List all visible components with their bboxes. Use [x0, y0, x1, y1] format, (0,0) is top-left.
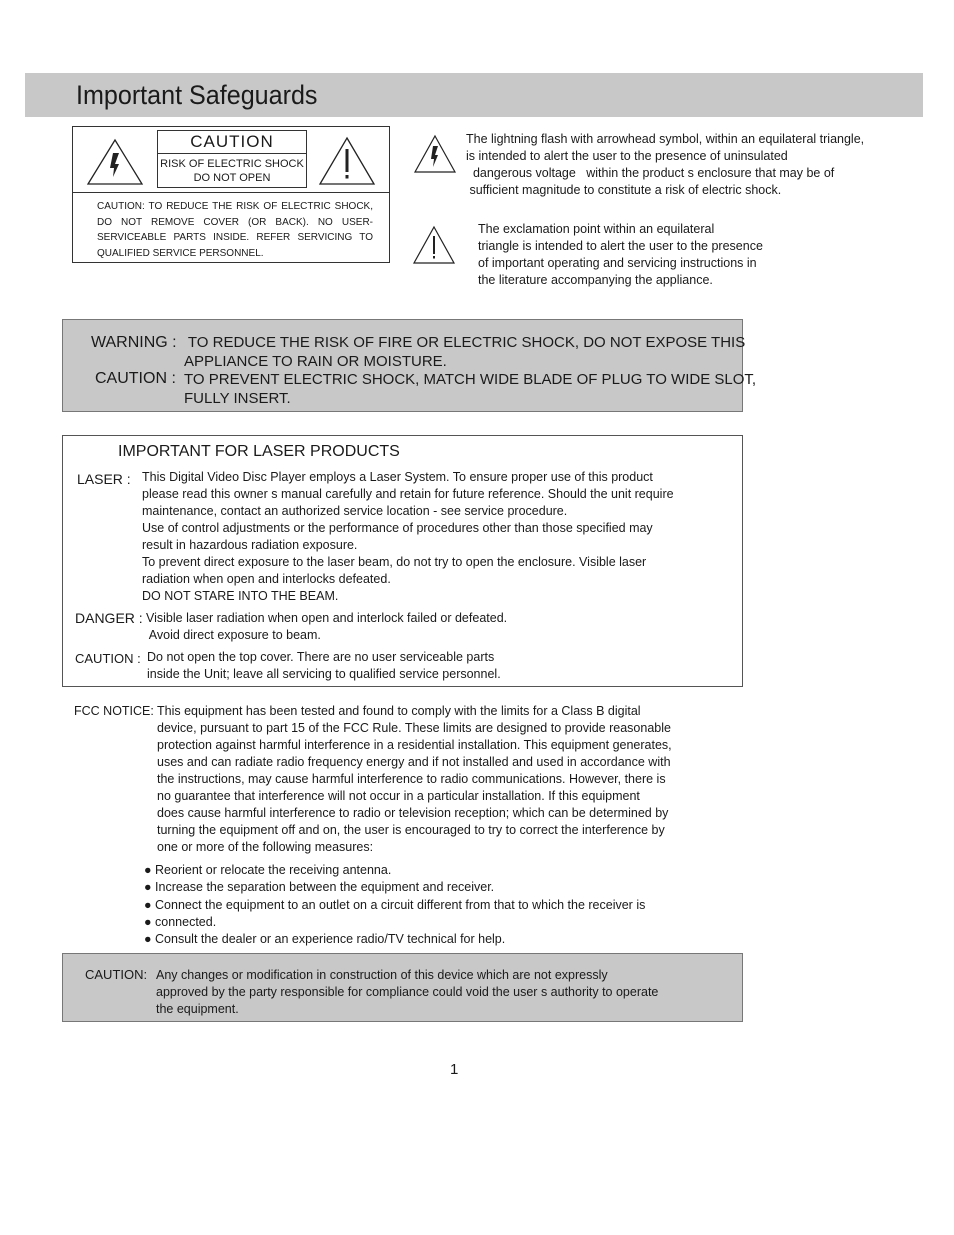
- warning-label: WARNING :: [91, 334, 177, 351]
- laser-heading: IMPORTANT FOR LASER PRODUCTS: [118, 443, 400, 460]
- caution-label: CAUTION :: [95, 370, 176, 387]
- lightning-symbol-text: The lightning flash with arrowhead symbol, within an equilateral triangle, is intended to alert the user to the presence of uninsulated dangerous voltage within the product s enclosure that may be of sufficient magnitude to constitute a risk of electric shock.: [466, 132, 865, 197]
- danger-text: Visible laser radiation when open and interlock failed or defeated. Avoid direct exposure to beam.: [146, 611, 508, 642]
- list-item: ● Connect the equipment to an outlet on a circuit different from that to which the receiver is: [144, 897, 646, 912]
- bullet-icon: ●: [144, 914, 156, 929]
- fcc-body: device, pursuant to part 15 of the FCC Rule. These limits are designed to provide reasonable protection against harmful interference in a residential installation. This equipment generates, uses and can radiate radio frequency energy and if not installed and used in accordance with the instructions, may cause harmful interference to radio communications. However, there is no guarantee that interference will not occur in a particular installation. If this equipment does cause harmful interference to radio or television reception; which can be determined by turning the equipment off and on, the user is encouraged to try to correct the interference by one or more of the following measures:: [157, 721, 672, 854]
- bullet-icon: ●: [144, 932, 156, 947]
- do-not-open-text: DO NOT OPEN: [193, 172, 271, 184]
- bullet-icon: ●: [144, 880, 156, 895]
- bottom-caution-label: CAUTION:: [85, 967, 148, 982]
- divider: [158, 153, 307, 154]
- list-item: ● Consult the dealer or an experience radio/TV technical for help.: [144, 932, 506, 947]
- warning-text: TO REDUCE THE RISK OF FIRE OR ELECTRIC SHOCK, DO NOT EXPOSE THIS APPLIANCE TO RAIN OR MOISTURE.: [184, 334, 746, 370]
- lightning-triangle-icon: [413, 134, 457, 174]
- page-number: 1: [450, 1061, 459, 1078]
- caution-text: TO PREVENT ELECTRIC SHOCK, MATCH WIDE BLADE OF PLUG TO WIDE SLOT, FULLY INSERT.: [184, 371, 757, 407]
- bullet-icon: ●: [144, 863, 156, 877]
- caution-subtitle: [157, 157, 307, 185]
- laser-caution-label: CAUTION :: [75, 651, 141, 666]
- list-item: ● connected.: [144, 914, 217, 929]
- fcc-measures-list: [144, 862, 645, 948]
- fcc-label: FCC NOTICE:: [74, 704, 154, 718]
- laser-label: LASER :: [77, 471, 131, 487]
- list-item: ● Increase the separation between the equipment and receiver.: [144, 880, 495, 895]
- divider: [73, 192, 389, 193]
- laser-text: This Digital Video Disc Player employs a Laser System. To ensure proper use of this product please read this owner s manual carefully and retain for future reference. Should the unit require maintenance, contact an authorized service location - see service procedure. Use of control adjustments or the performance of procedures other than those specified may result in hazardous radiation exposure. To prevent direct exposure to the laser beam, do not try to open the enclosure. Visible laser radiation when open and interlocks defeated. DO NOT STARE INTO THE BEAM.: [142, 470, 674, 603]
- caution-label-text: CAUTION: TO REDUCE THE RISK OF ELECTRIC SHOCK, DO NOT REMOVE COVER (OR BACK). NO USER-SERVICEABLE PARTS INSIDE. REFER SERVICING TO QUALIFIED SERVICE PERSONNEL.: [97, 201, 373, 259]
- bottom-caution-text: Any changes or modification in construction of this device which are not expressly approved by the party responsible for compliance could void the user s authority to operate the equipment.: [156, 968, 659, 1016]
- bullet-icon: ●: [144, 897, 156, 912]
- exclamation-triangle-icon: [318, 136, 376, 186]
- lightning-triangle-icon: [86, 138, 144, 186]
- risk-text: RISK OF ELECTRIC SHOCK: [160, 158, 304, 170]
- laser-caution-text: Do not open the top cover. There are no user serviceable parts inside the Unit; leave all servicing to qualified service personnel.: [147, 650, 501, 681]
- danger-label: DANGER :: [75, 610, 143, 626]
- caution-header: CAUTION: [190, 132, 274, 151]
- fcc-first-line: This equipment has been tested and found to comply with the limits for a Class B digital: [157, 704, 641, 718]
- exclamation-triangle-icon: [412, 225, 456, 265]
- page-title: Important Safeguards: [76, 80, 318, 110]
- list-item: ● Reorient or relocate the receiving antenna.: [144, 863, 392, 877]
- exclamation-symbol-text: The exclamation point within an equilateral triangle is intended to alert the user to the presence of important operating and servicing instructions in the literature accompanying the appliance.: [478, 222, 763, 287]
